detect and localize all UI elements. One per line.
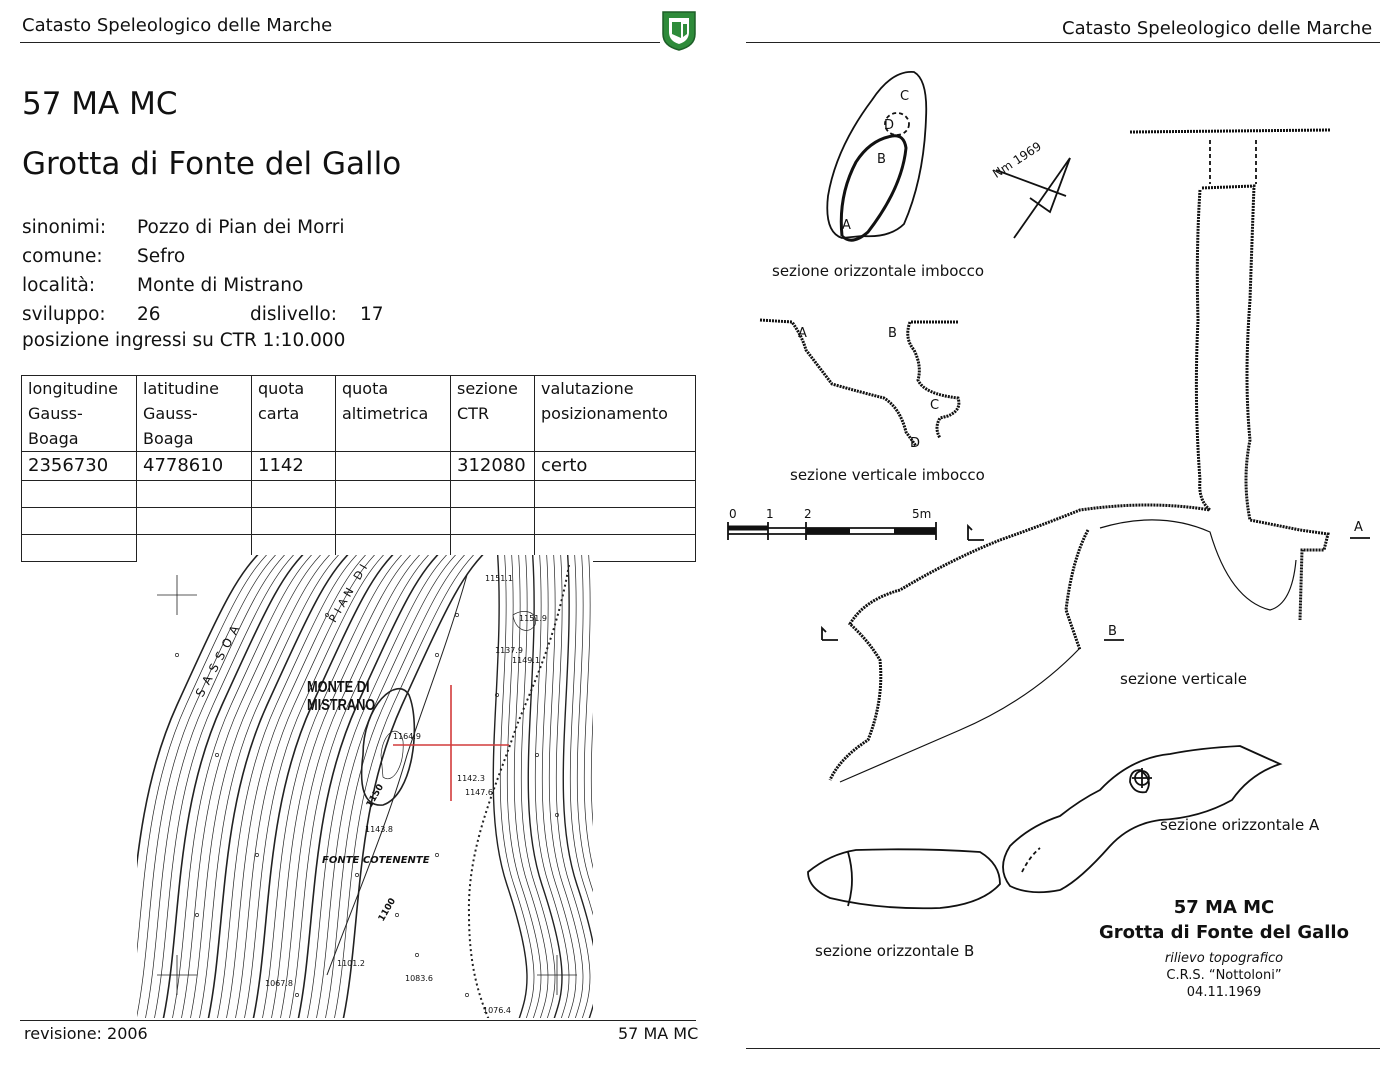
contour-line (333, 555, 483, 1018)
map-label-fonte-cotenente: FONTE COTENENTE (322, 855, 430, 866)
table-cell-sezione: 312080 (451, 452, 535, 481)
north-label: Nm 1969 (990, 139, 1044, 181)
map-spot-marker (435, 653, 438, 656)
sviluppo-label: sviluppo: (22, 304, 106, 325)
sinonimi-label: sinonimi: (22, 217, 107, 238)
map-spot-marker (195, 913, 198, 916)
cave-id: 57 MA MC (22, 86, 178, 122)
map-label-monte-di: MONTE DI (307, 679, 370, 696)
contour-line (198, 555, 348, 1018)
contour-line (144, 555, 294, 1018)
contour-index-label: 1150 (364, 782, 387, 810)
contour-line (171, 555, 321, 1018)
point-c-label: C (900, 89, 910, 104)
map-spot-marker (415, 953, 418, 956)
marker-a-label: A (1354, 520, 1363, 535)
map-label-mistrano: MISTRANO (307, 697, 376, 714)
table-empty-row (22, 481, 696, 508)
elevation-label: 1076.4 (483, 1006, 511, 1015)
map-spot-marker (255, 853, 258, 856)
credit-cave-name: Grotta di Fonte del Gallo (1099, 922, 1349, 943)
dislivello-label: dislivello: (250, 304, 337, 325)
marker-b-label: B (1108, 624, 1117, 639)
map-spot-marker (455, 613, 458, 616)
credit-cave-id: 57 MA MC (1173, 897, 1275, 918)
point-d-label: D (884, 118, 895, 133)
sinonimi-value: Pozzo di Pian dei Morri (137, 217, 345, 238)
table-cell-quota-altimetrica (336, 452, 451, 481)
localita-value: Monte di Mistrano (137, 275, 304, 296)
elevation-label: 1142.3 (457, 774, 485, 783)
elevation-label: 1143.8 (365, 825, 393, 834)
elevation-label: 1151.9 (519, 614, 547, 623)
map-spot-marker (295, 993, 298, 996)
contour-lines (137, 555, 593, 1018)
contour-line (234, 555, 387, 1018)
footer-cave-id: 57 MA MC (618, 1024, 699, 1043)
map-spot-marker (355, 873, 358, 876)
label-sezione-orizzontale-imbocco: sezione orizzontale imbocco (772, 262, 985, 280)
map-spot-marker (175, 653, 178, 656)
point-b-label: B (877, 152, 886, 167)
elevation-label: 1147.6 (465, 788, 493, 797)
revision-text: revisione: 2006 (24, 1024, 148, 1043)
table-header-cell: quota carta (252, 376, 336, 452)
contour-index-label: 1100 (376, 896, 399, 924)
table-header-row (22, 376, 696, 452)
map-spot-marker (435, 853, 438, 856)
scale-tick-1: 1 (766, 507, 774, 521)
table-row (22, 452, 696, 481)
contour-line (297, 555, 447, 1018)
dislivello-value: 17 (360, 304, 384, 325)
topographic-map (137, 555, 593, 1018)
posizione-text: posizione ingressi su CTR 1:10.000 (22, 330, 346, 351)
contour-line (563, 555, 593, 1018)
table-empty-row (22, 508, 696, 535)
right-footer-rule (746, 1048, 1380, 1049)
map-spot-marker (465, 993, 468, 996)
label-sezione-orizzontale-b: sezione orizzontale B (815, 942, 975, 960)
elevation-label: 1101.2 (337, 959, 365, 968)
label-sezione-orizzontale-a: sezione orizzontale A (1160, 816, 1320, 834)
comune-label: comune: (22, 246, 103, 267)
regione-marche-logo (661, 10, 697, 52)
contour-line (279, 555, 429, 1018)
contour-line (577, 555, 593, 1018)
contour-line (327, 575, 467, 975)
point-a-label: A (842, 218, 851, 233)
credit-rilievo: rilievo topografico (1164, 951, 1284, 966)
table-cell-latitudine: 4778610 (137, 452, 252, 481)
label-sezione-verticale: sezione verticale (1120, 670, 1247, 688)
table-header-cell: longitudine Gauss-Boaga (22, 376, 137, 452)
contour-line (243, 555, 393, 1018)
table-cell-quota-carta: 1142 (252, 452, 336, 481)
contour-line (189, 555, 339, 1018)
vert-d-label: D (910, 436, 921, 451)
coordinates-table (21, 375, 696, 562)
contour-line (342, 555, 492, 1018)
scale-tick-5m: 5m (912, 507, 932, 521)
cave-name: Grotta di Fonte del Gallo (22, 146, 402, 182)
contour-line (137, 555, 267, 1018)
contour-line (570, 555, 593, 1018)
table-cell-longitudine: 2356730 (22, 452, 137, 481)
left-header: Catasto Speleologico delle Marche (22, 15, 333, 36)
elevation-label: 1083.6 (405, 974, 433, 983)
right-header: Catasto Speleologico delle Marche (1062, 18, 1373, 39)
map-label-sassoa: SASSOA (192, 617, 245, 700)
table-header-cell: latitudine Gauss-Boaga (137, 376, 252, 452)
elevation-label: 1164.9 (393, 732, 421, 741)
vert-a-label: A (798, 326, 807, 341)
elevation-label: 1067.8 (265, 979, 293, 988)
credit-crs: C.R.S. “Nottoloni” (1166, 968, 1282, 983)
contour-line (591, 555, 593, 1018)
table-cell-valutazione: certo (535, 452, 696, 481)
right-header-rule (746, 42, 1380, 43)
table-header-cell: valutazione posizionamento (535, 376, 696, 452)
map-spot-marker (215, 753, 218, 756)
vert-c-label: C (930, 398, 940, 413)
contour-line (261, 555, 411, 1018)
scale-tick-2: 2 (804, 507, 812, 521)
contour-line (393, 685, 509, 801)
scale-tick-0: 0 (729, 507, 737, 521)
map-spot-marker (395, 913, 398, 916)
vert-b-label: B (888, 326, 897, 341)
table-header-cell: sezione CTR (451, 376, 535, 452)
contour-line (493, 555, 527, 1018)
contour-line (137, 555, 276, 1018)
sviluppo-value: 26 (137, 304, 161, 325)
elevation-label: 1151.1 (485, 574, 513, 583)
elevation-label: 1137.9 (495, 646, 523, 655)
label-sezione-verticale-imbocco: sezione verticale imbocco (790, 466, 985, 484)
left-header-rule (20, 42, 660, 43)
contour-line (157, 575, 197, 615)
left-footer-rule (20, 1020, 696, 1021)
contour-line (537, 955, 577, 995)
table-header-cell: quota altimetrica (336, 376, 451, 452)
credit-date: 04.11.1969 (1186, 985, 1262, 1000)
localita-label: località: (22, 275, 96, 296)
map-label-pian-di: PIAN DI (326, 558, 373, 625)
elevation-label: 1149.1 (512, 656, 540, 665)
comune-value: Sefro (137, 246, 186, 267)
